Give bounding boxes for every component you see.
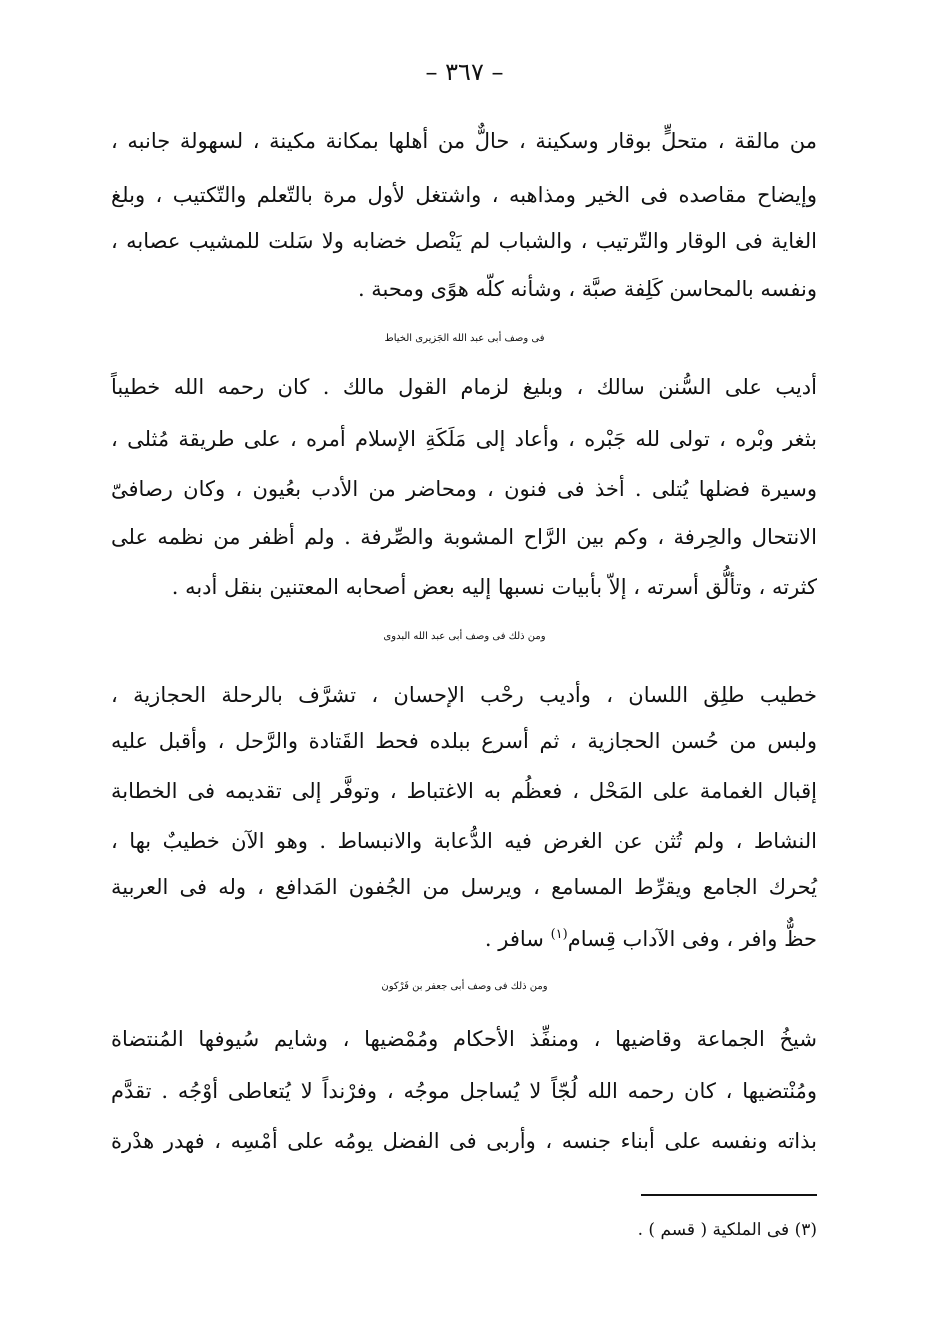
section-heading: ومن ذلك فى وصف أبى عبد الله البدوى: [383, 631, 546, 642]
section-heading: فى وصف أبى عبد الله الجَزيرى الخياط: [384, 333, 545, 344]
text-line: إقبال الغمامة على المَحْل ، فعظُم به الاغتباط ، وتوفَّر إلى تقديمه فى الخطابة: [111, 779, 817, 803]
text-line: [111, 924, 817, 956]
text-line: ومُنْتضيها ، كان رحمه الله لُجّاً لا يُساجل موجُه ، وفرْنداً لا يُتعاطى أوْجُه . تقدَّم: [111, 1079, 817, 1103]
text-line: يُحرك الجامع ويقرِّط المسامع ، ويرسل من الجُفون المَدافع ، وله فى العربية: [111, 875, 817, 899]
page-number: – ٣٦٧ –: [425, 58, 504, 86]
text-line: بثغر وبْره ، تولى لله جَبْره ، وأعاد إلى مَلَكَةِ الإسلام أمره ، على طريقة مُثلى ،: [111, 427, 817, 451]
text-line: الانتحال والحِرفة ، وكم بين الرَّاح المشوبة والصِّرفة . ولم أظفر من نظمه على: [111, 525, 817, 549]
text-line: ونفسه بالمحاسن كَلِفة صبَّة ، وشأنه كلّه هوًى ومحبة .: [357, 277, 817, 301]
footnote: (٣) فى الملكية ( قسم ) .: [637, 1220, 817, 1240]
text-line: خطيب طلِق اللسان ، وأديب رحْب الإحسان ، تشرَّف بالرحلة الحجازية ،: [111, 683, 817, 707]
text-line: من مالقة ، متحلٍّ بوقار وسكينة ، حالٌّ من أهلها بمكانة مكينة ، لسهولة جانبه ،: [111, 129, 817, 153]
text-line: ولبس من حُسن الحجازية ، ثم أسرع ببلده فحط القَتادة والرَّحل ، وأقبل عليه: [111, 729, 817, 753]
text-line: وإيضاح مقاصده فى الخير ومذاهبه ، واشتغل لأول مرة بالتّعلم والتّكتيب ، وبلغ: [111, 183, 817, 207]
text-line: الغاية فى الوقار والتّرتيب ، والشباب لم يَنْصل خضابه ولا سَلت للمشيب عصابه ،: [111, 229, 817, 253]
text-line: شيخُ الجماعة وقاضيها ، ومنفِّذ الأحكام ومُمْضيها ، وشايم سُيوفها المُنتضاة: [111, 1027, 817, 1051]
text-line: أديب على السُّنن سالك ، وبليغ لزمام القول مالك . كان رحمه الله خطيباً: [111, 375, 817, 399]
text-line: وسيرة فضلها يُتلى . أخذ فى فنون ، ومحاضر من الأدب بعُيون ، وكان رصافىّ: [111, 477, 817, 501]
text-line: كثرته ، وتألُّق أسرته ، إلاّ بأبيات نسبها إليه بعض أصحابه المعتنين بنقل أدبه .: [171, 575, 817, 599]
text-segment: حظٌّ وافر ، وفى الآداب قِسام: [567, 927, 817, 951]
text-line: بذاته ونفسه على أبناء جنسه ، وأربى فى الفضل يومُه على أمْسِه ، فهدر هدْرة: [111, 1129, 817, 1153]
text-segment: سافر .: [484, 927, 551, 951]
section-heading: ومن ذلك فى وصف أبى جعفر بن فَرْكون: [381, 981, 548, 992]
footnote-reference: (١): [550, 927, 568, 942]
text-line: النشاط ، ولم تُثن عن الغرض فيه الدُّعابة والانبساط . وهو الآن خطيبٌ بها ،: [111, 829, 817, 853]
footnote-divider: [641, 1194, 817, 1196]
